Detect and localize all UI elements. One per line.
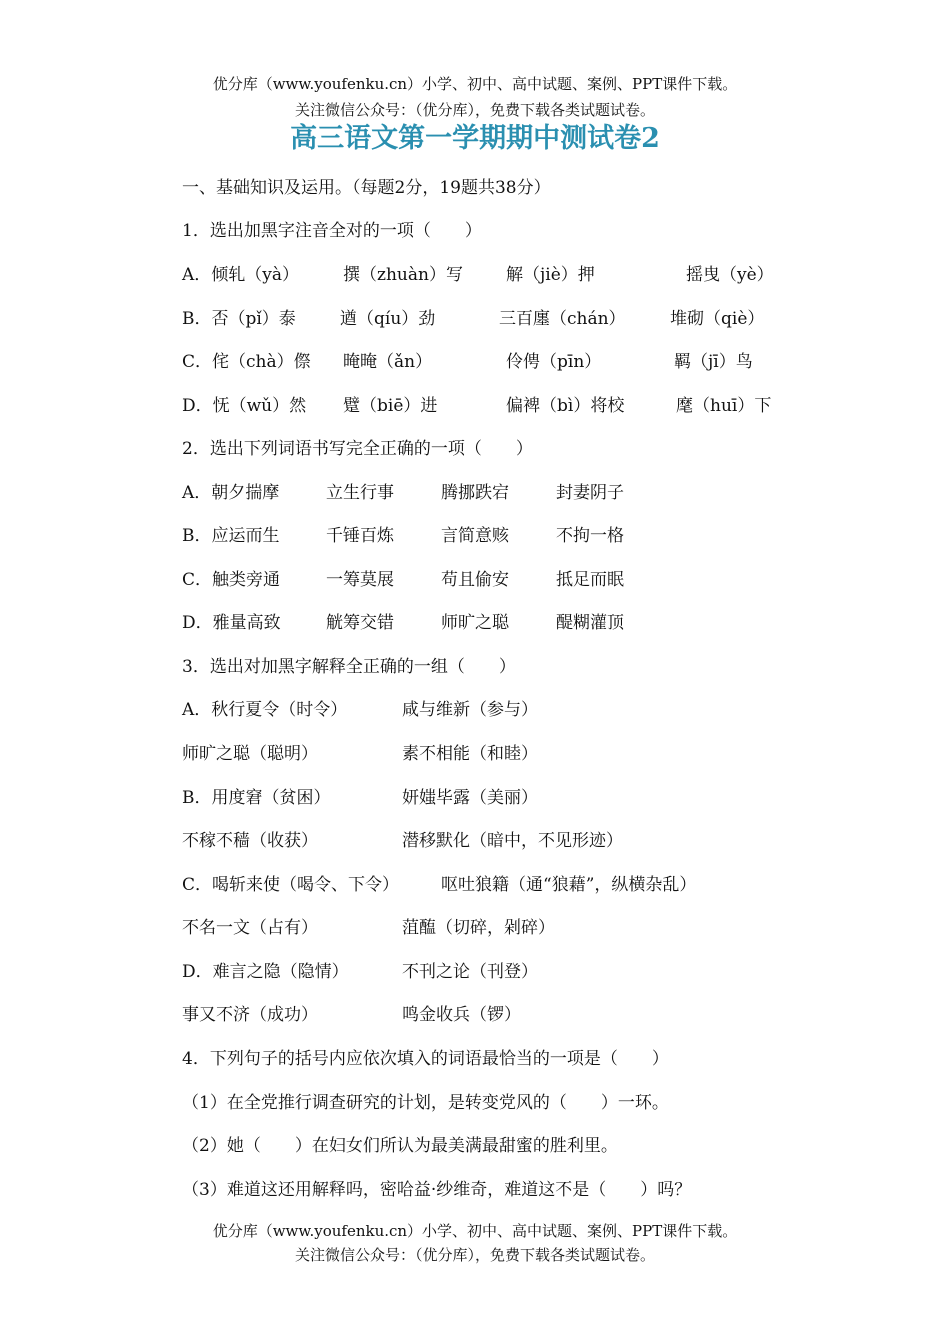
q1-option-c-1: C．侘（chà）傺 xyxy=(182,352,311,372)
q3-row-3-left: B．用度窘（贫困） xyxy=(182,788,331,808)
q1-option-a-3: 解（jiè）押 xyxy=(506,265,595,285)
q3-row-3-right: 妍媸毕露（美丽） xyxy=(402,788,538,808)
q1-option-c-3: 伶俜（pīn） xyxy=(506,352,602,372)
page-title: 高三语文第一学期期中测试卷2 xyxy=(290,123,660,154)
q2-option-d-2: 觥筹交错 xyxy=(326,613,394,633)
q3-row-5-left: C．喝斩来使（喝令、下令） xyxy=(182,875,400,895)
q2-option-d-4: 醍糊灌顶 xyxy=(556,613,624,633)
q4-item-2: （2）她（ ）在妇女们所认为最美满最甜蜜的胜利里。 xyxy=(182,1136,618,1156)
q2-option-a-3: 腾挪跌宕 xyxy=(441,483,509,503)
q3-row-4-left: 不稼不穑（收获） xyxy=(182,831,318,851)
q2-option-c-1: C．触类旁通 xyxy=(182,570,281,590)
q1-option-c-2: 晻晻（ǎn） xyxy=(343,352,433,372)
q2-option-b-4: 不拘一格 xyxy=(556,526,624,546)
q1-option-a-2: 撰（zhuàn）写 xyxy=(343,265,463,285)
q1-option-b-4: 堆砌（qiè） xyxy=(670,309,765,329)
q3-row-2-left: 师旷之聪（聪明） xyxy=(182,744,318,764)
q2-option-b-1: B．应运而生 xyxy=(182,526,280,546)
question-3-stem: 3．选出对加黑字解释全正确的一组（ ） xyxy=(182,657,516,677)
footer-line-2: 关注微信公众号：（优分库），免费下载各类试题试卷。 xyxy=(294,1246,655,1264)
q1-option-a-1: A．倾轧（yà） xyxy=(182,265,300,285)
q3-row-5-right: 呕吐狼籍（通“狼藉”，纵横杂乱） xyxy=(441,875,697,895)
q1-option-b-3: 三百廛（chán） xyxy=(499,309,626,329)
q4-item-1: （1）在全党推行调查研究的计划，是转变党风的（ ）一环。 xyxy=(182,1093,669,1113)
q2-option-c-2: 一筹莫展 xyxy=(326,570,394,590)
q3-row-7-left: D．难言之隐（隐情） xyxy=(182,962,349,982)
q2-option-a-2: 立生行事 xyxy=(326,483,394,503)
q3-row-7-right: 不刊之论（刊登） xyxy=(402,962,538,982)
q1-option-b-1: B．否（pǐ）泰 xyxy=(182,309,296,329)
q2-option-a-4: 封妻阴子 xyxy=(556,483,624,503)
q1-option-d-2: 躄（biē）进 xyxy=(343,396,438,416)
q1-option-a-4: 摇曳（yè） xyxy=(686,265,774,285)
q2-option-b-3: 言简意赅 xyxy=(441,526,509,546)
question-4-stem: 4．下列句子的括号内应依次填入的词语最恰当的一项是（ ） xyxy=(182,1049,669,1069)
q1-option-b-2: 遒（qíu）劲 xyxy=(340,309,436,329)
q2-option-d-3: 师旷之聪 xyxy=(441,613,509,633)
question-1-stem: 1．选出加黑字注音全对的一项（ ） xyxy=(182,221,482,241)
q3-row-6-right: 菹醢（切碎，剁碎） xyxy=(402,918,555,938)
q3-row-2-right: 素不相能（和睦） xyxy=(402,744,538,764)
q1-option-d-1: D．怃（wǔ）然 xyxy=(182,396,307,416)
q3-row-4-right: 潜移默化（暗中，不见形迹） xyxy=(402,831,623,851)
q2-option-b-2: 千锤百炼 xyxy=(326,526,394,546)
header-line-2: 关注微信公众号：（优分库），免费下载各类试题试卷。 xyxy=(294,101,655,119)
section-heading: 一、基础知识及运用。（每题2分，19题共38分） xyxy=(182,178,551,198)
footer-line-1: 优分库（www.youfenku.cn）小学、初中、高中试题、案例、PPT课件下载。 xyxy=(212,1222,738,1240)
q3-row-8-right: 鸣金收兵（锣） xyxy=(402,1005,521,1025)
q4-item-3: （3）难道这还用解释吗，密哈益·纱维奇，难道这不是（ ）吗？ xyxy=(182,1180,692,1200)
header-line-1: 优分库（www.youfenku.cn）小学、初中、高中试题、案例、PPT课件下载。 xyxy=(212,75,738,93)
question-2-stem: 2．选出下列词语书写完全正确的一项（ ） xyxy=(182,439,533,459)
q2-option-a-1: A．朝夕揣摩 xyxy=(182,483,280,503)
q1-option-d-4: 麾（huī）下 xyxy=(676,396,772,416)
q3-row-1-right: 咸与维新（参与） xyxy=(402,700,538,720)
q3-row-1-left: A．秋行夏令（时令） xyxy=(182,700,348,720)
q2-option-c-4: 抵足而眠 xyxy=(556,570,624,590)
q2-option-d-1: D．雅量高致 xyxy=(182,613,281,633)
q1-option-d-3: 偏裨（bì）将校 xyxy=(506,396,625,416)
q3-row-6-left: 不名一文（占有） xyxy=(182,918,318,938)
q2-option-c-3: 苟且偷安 xyxy=(441,570,509,590)
q1-option-c-4: 羁（jī）鸟 xyxy=(674,352,753,372)
q3-row-8-left: 事又不济（成功） xyxy=(182,1005,318,1025)
